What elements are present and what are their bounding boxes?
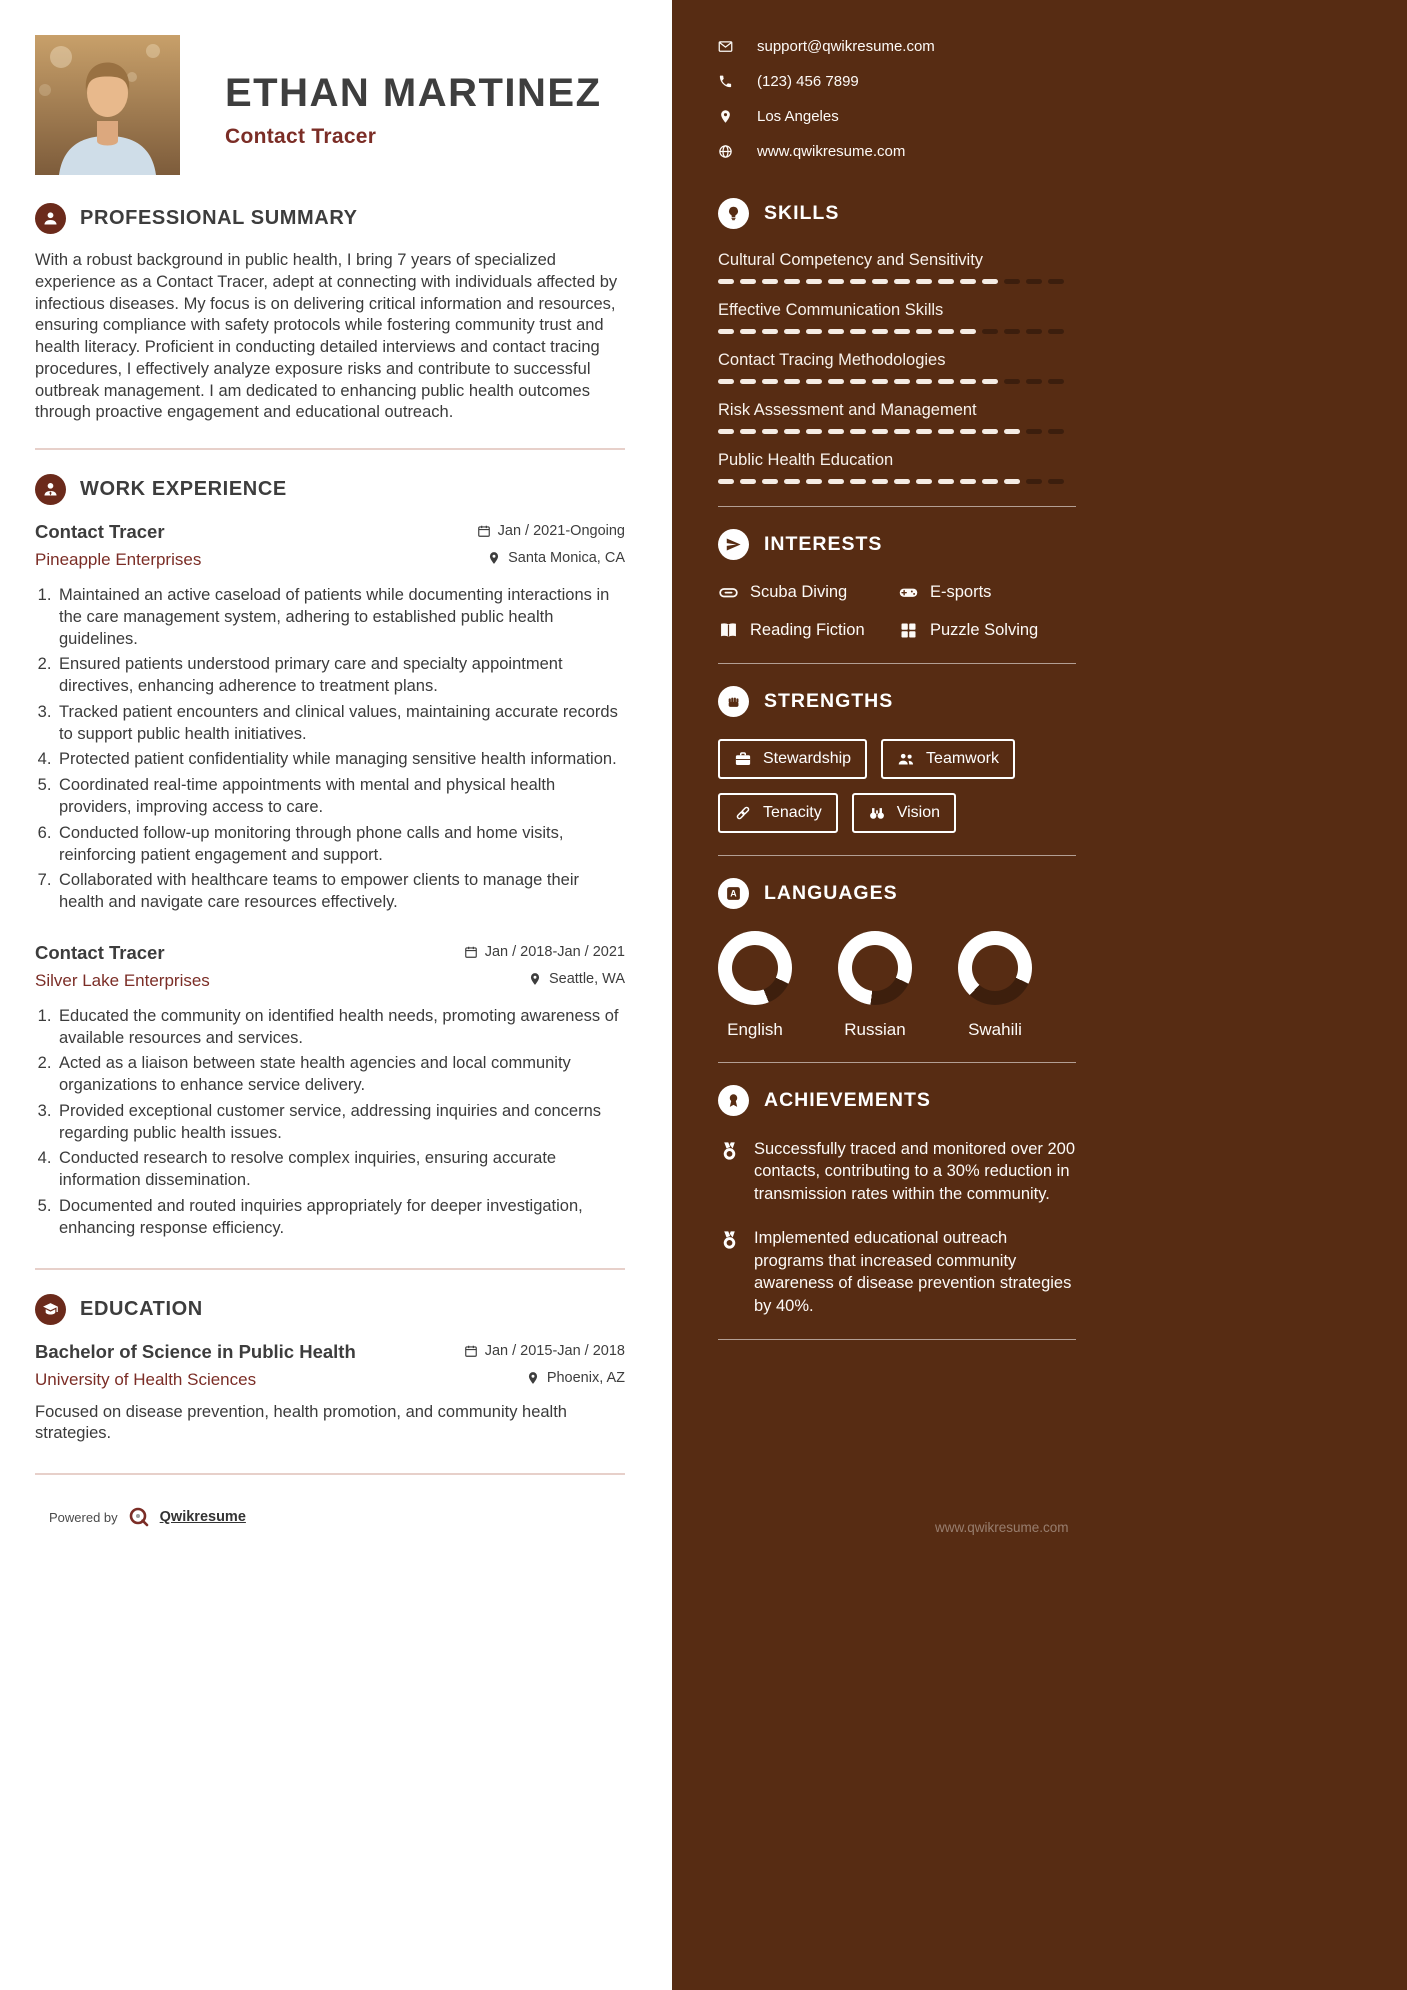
section-divider (35, 448, 625, 450)
location-pin-icon (526, 1371, 540, 1385)
language-donut-chart (718, 931, 792, 1005)
skill-item: Effective Communication Skills (718, 301, 1076, 334)
summary-section-header (35, 203, 625, 234)
profile-photo (35, 35, 180, 175)
award-ribbon-icon (718, 1085, 749, 1116)
qwikresume-link[interactable]: Qwikresume (159, 1509, 246, 1526)
list-item: 2. Ensured patients understood primary care and specialty appointment directives, enhancing adherence to treatment plans. (56, 654, 625, 698)
main-column (0, 0, 672, 1990)
skill-level-bar (718, 479, 1076, 484)
person-tie-icon (35, 474, 66, 505)
interest-item-reading-fiction: Reading Fiction (718, 620, 898, 641)
job-location: Santa Monica, CA (487, 550, 625, 566)
list-item: 4. Protected patient confidentiality while managing sensitive health information. (56, 749, 625, 771)
skill-level-bar (718, 279, 1076, 284)
location-pin-icon (718, 109, 733, 124)
skills-section-header (718, 198, 1076, 229)
work-section (35, 474, 625, 1239)
interest-item-scuba-diving: Scuba Diving (718, 582, 898, 603)
job-company: Silver Lake Enterprises (35, 970, 210, 990)
location-pin-icon (487, 551, 501, 565)
book-icon (718, 620, 739, 641)
skill-item: Contact Tracing Methodologies (718, 351, 1076, 384)
section-divider (35, 1268, 625, 1270)
sidebar-divider (718, 1062, 1076, 1063)
education-section (35, 1294, 625, 1446)
strengths-heading: STRENGTHS (764, 690, 894, 712)
powered-by-label: Powered by (49, 1509, 118, 1525)
calendar-icon (477, 524, 491, 538)
list-item: 6. Conducted follow-up monitoring through phone calls and home visits, reinforcing patient engagement and support. (56, 823, 625, 867)
job-title: Contact Tracer (35, 521, 165, 543)
list-item: 1. Educated the community on identified health needs, promoting awareness of available resources and services. (56, 1006, 625, 1050)
strength-item-stewardship: Stewardship (718, 739, 867, 779)
skill-item: Public Health Education (718, 451, 1076, 484)
calendar-icon (464, 1344, 478, 1358)
strength-item-tenacity: Tenacity (718, 793, 838, 833)
phone-icon (718, 74, 733, 89)
sidebar-divider (718, 663, 1076, 664)
skill-level-bar (718, 329, 1076, 334)
paper-plane-icon (718, 529, 749, 560)
summary-section (35, 203, 625, 424)
strength-item-vision: Vision (852, 793, 956, 833)
interest-item-puzzle-solving: Puzzle Solving (898, 620, 1076, 641)
degree-title: Bachelor of Science in Public Health (35, 1340, 356, 1362)
education-entry (35, 1341, 625, 1446)
language-donut-chart (958, 931, 1032, 1005)
contact-phone: (123) 456 7899 (718, 73, 1076, 90)
skill-item: Cultural Competency and Sensitivity (718, 251, 1076, 284)
education-description: Focused on disease prevention, health promotion, and community health strategies. (35, 1402, 567, 1443)
languages-section-header (718, 878, 1076, 909)
strengths-grid (718, 739, 1048, 833)
sidebar-divider (718, 506, 1076, 507)
skill-item: Risk Assessment and Management (718, 401, 1076, 434)
education-location: Phoenix, AZ (526, 1370, 625, 1386)
list-item: 2. Acted as a liaison between state health agencies and local community organizations to enhance service delivery. (56, 1053, 625, 1097)
languages-row (718, 931, 1076, 1040)
job-company: Pineapple Enterprises (35, 550, 202, 570)
identity-header (35, 35, 625, 175)
strengths-section (718, 686, 1076, 833)
puzzle-icon (898, 620, 919, 641)
people-icon (897, 750, 915, 768)
list-item: 5. Coordinated real-time appointments with mental and physical health providers, improving access to care. (56, 775, 625, 819)
work-heading: WORK EXPERIENCE (80, 478, 287, 501)
list-item: 1. Maintained an active caseload of patients while documenting interactions in the care management system, adhering to established public health guidelines. (56, 585, 625, 650)
briefcase-icon (734, 750, 752, 768)
globe-icon (718, 144, 733, 159)
summary-heading: PROFESSIONAL SUMMARY (80, 207, 358, 229)
achievements-section-header (718, 1085, 1076, 1116)
languages-heading: LANGUAGES (764, 882, 898, 904)
contact-email: support@qwikresume.com (718, 38, 1076, 55)
summary-text: With a robust background in public health, I bring 7 years of specialized experience as a Contact Tracer, adept at connecting with individuals affected by infectious diseases. My focus is on delivering critical information and resources, ensuring compliance with safety protocols while fostering community trust and health literacy. Proficient in conducting detailed interviews and contact tracing procedures, I effectively analyze exposure risks and contribute to successful outbreak management. I am dedicated to enhancing public health outcomes through proactive engagement and educational outreach. (35, 251, 618, 422)
job-dates: Jan / 2021-Ongoing (477, 523, 625, 539)
education-section-header (35, 1294, 625, 1325)
language-item-russian: Russian (838, 931, 912, 1040)
medal-icon (718, 1229, 741, 1317)
job-title: Contact Tracer (35, 941, 165, 963)
game-controller-icon (898, 582, 919, 603)
skill-level-bar (718, 379, 1076, 384)
qwikresume-logo-icon (127, 1505, 151, 1529)
section-divider (35, 1473, 625, 1475)
calendar-icon (464, 945, 478, 959)
strengths-section-header (718, 686, 1076, 717)
job-entry (35, 521, 625, 914)
job-location: Seattle, WA (528, 971, 625, 987)
education-heading: EDUCATION (80, 1297, 203, 1320)
interests-heading: INTERESTS (764, 533, 883, 555)
location-pin-icon (528, 972, 542, 986)
candidate-title: Contact Tracer (225, 125, 377, 148)
job-bullet-list (56, 585, 625, 914)
achievement-item: Implemented educational outreach programs that increased community awareness of disease prevention strategies by 40%. (718, 1227, 1076, 1317)
work-section-header (35, 474, 625, 505)
envelope-icon (718, 39, 733, 54)
sidebar-divider (718, 855, 1076, 856)
contact-website: www.qwikresume.com (718, 143, 1076, 160)
fist-icon (718, 686, 749, 717)
graduation-cap-icon (35, 1294, 66, 1325)
languages-section (718, 878, 1076, 1040)
powered-by-footer (35, 1505, 625, 1529)
job-bullet-list (56, 1006, 625, 1240)
list-item: 7. Collaborated with healthcare teams to empower clients to manage their health and navigate care resources effectively. (56, 870, 625, 914)
skill-level-bar (718, 429, 1076, 434)
education-dates: Jan / 2015-Jan / 2018 (464, 1343, 625, 1359)
skills-section (718, 198, 1076, 484)
job-dates: Jan / 2018-Jan / 2021 (464, 944, 625, 960)
list-item: 3. Tracked patient encounters and clinical values, maintaining accurate records to support public health initiatives. (56, 702, 625, 746)
medal-icon (718, 1140, 741, 1205)
svg-text:A: A (730, 888, 737, 899)
interests-section (718, 529, 1076, 641)
language-item-swahili: Swahili (958, 931, 1032, 1040)
achievements-heading: ACHIEVEMENTS (764, 1089, 931, 1111)
list-item: 4. Conducted research to resolve complex inquiries, ensuring accurate information dissemination. (56, 1148, 625, 1192)
scuba-mask-icon (718, 582, 739, 603)
contact-location: Los Angeles (718, 108, 1076, 125)
identity-text (225, 35, 602, 175)
skills-heading: SKILLS (764, 202, 840, 224)
interest-item-esports: E-sports (898, 582, 1076, 603)
translate-icon (718, 878, 749, 909)
achievement-item: Successfully traced and monitored over 200 contacts, contributing to a 30% reduction in transmission rates within the community. (718, 1138, 1076, 1205)
person-icon (35, 203, 66, 234)
contact-list (718, 38, 1076, 160)
chain-link-icon (734, 804, 752, 822)
job-entry (35, 942, 625, 1240)
list-item: 5. Documented and routed inquiries appropriately for deeper investigation, enhancing response efficiency. (56, 1196, 625, 1240)
school-name: University of Health Sciences (35, 1369, 257, 1389)
language-item-english: English (718, 931, 792, 1040)
list-item: 3. Provided exceptional customer service, addressing inquiries and concerns regarding public health issues. (56, 1101, 625, 1145)
sidebar (672, 0, 1407, 1990)
interests-grid (718, 582, 1076, 641)
strength-item-teamwork: Teamwork (881, 739, 1015, 779)
achievements-section (718, 1085, 1076, 1317)
binoculars-icon (868, 804, 886, 822)
lightbulb-icon (718, 198, 749, 229)
sidebar-divider (718, 1339, 1076, 1340)
language-donut-chart (838, 931, 912, 1005)
interests-section-header (718, 529, 1076, 560)
watermark: www.qwikresume.com (935, 1520, 1069, 1535)
candidate-name: ETHAN MARTINEZ (225, 71, 602, 115)
